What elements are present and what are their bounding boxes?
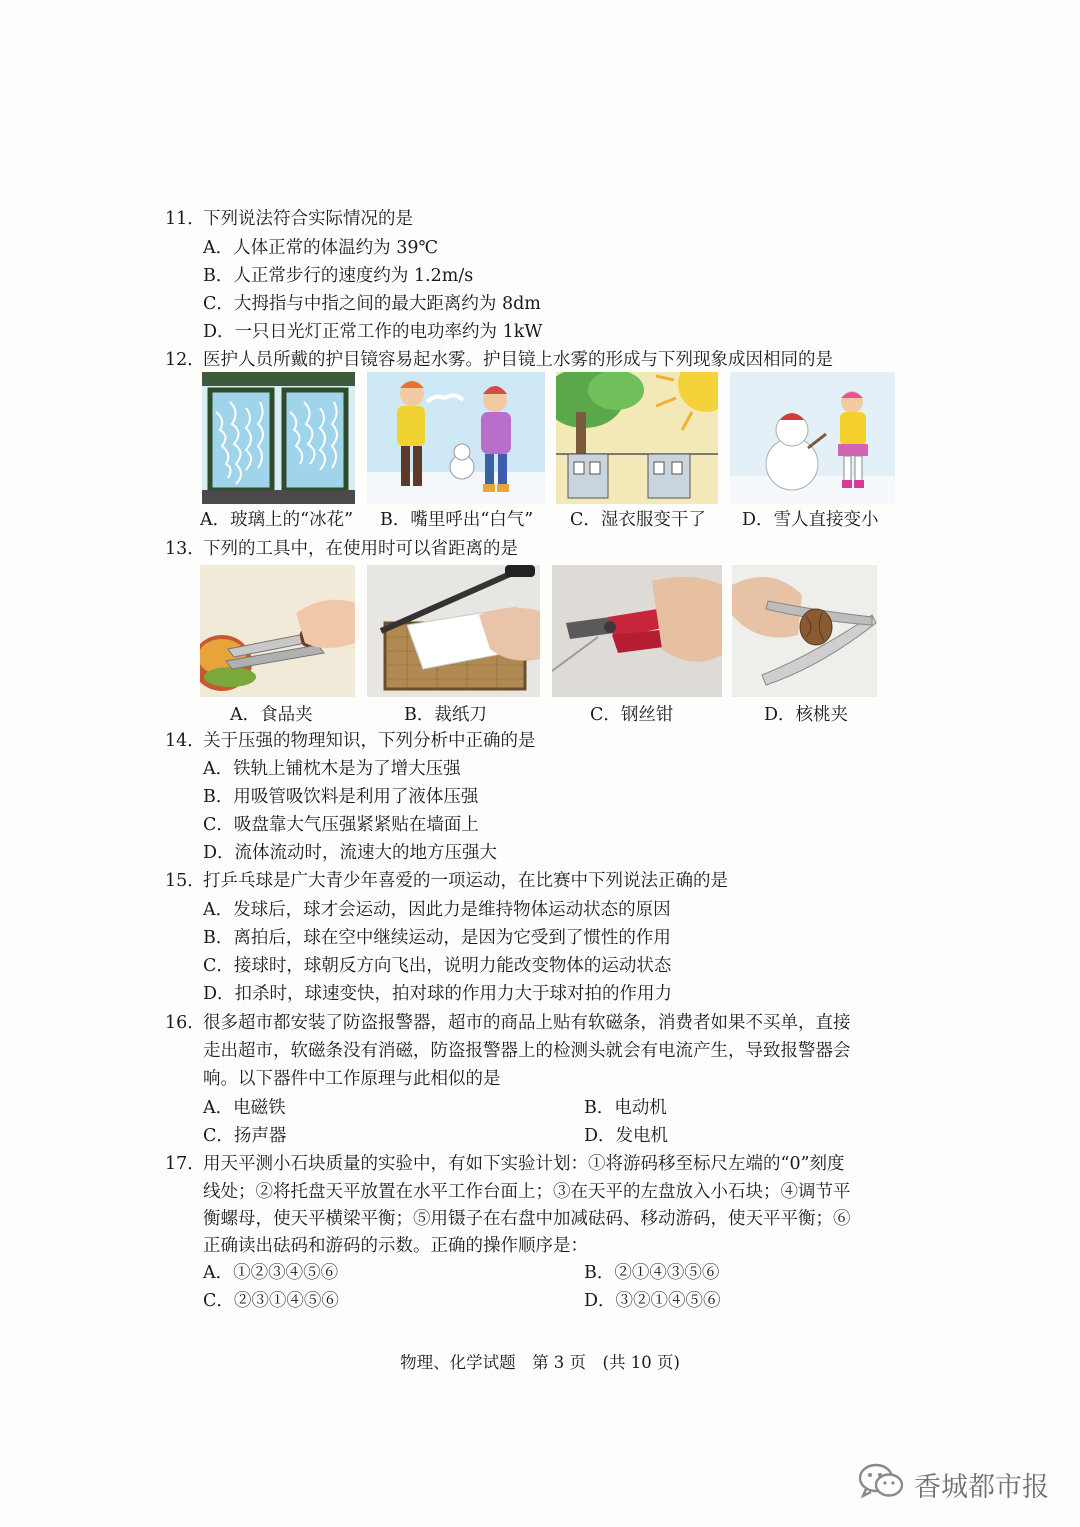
q13-image-wire-pliers bbox=[552, 565, 722, 697]
q12-image-drying-clothes bbox=[556, 372, 718, 504]
q12-number: 12． bbox=[165, 350, 205, 370]
q14-option-a: A．铁轨上铺枕木是为了增大压强 bbox=[203, 759, 461, 779]
q15-stem: 打乒乓球是广大青少年喜爱的一项运动，在比赛中下列说法正确的是 bbox=[203, 871, 728, 891]
q11-option-c: C．大拇指与中指之间的最大距离约为 8dm bbox=[203, 294, 541, 314]
q17-option-a: A．①②③④⑤⑥ bbox=[203, 1263, 339, 1283]
q16-stem-line-2: 走出超市，软磁条没有消磁，防盗报警器上的检测头就会有电流产生，导致报警器会 bbox=[203, 1041, 851, 1061]
q12-caption-a: A．玻璃上的“冰花” bbox=[200, 510, 354, 530]
q17-stem-line-4: 正确读出砝码和游码的示数。正确的操作顺序是： bbox=[203, 1236, 588, 1256]
q15-option-c: C．接球时，球朝反方向飞出，说明力能改变物体的运动状态 bbox=[203, 956, 672, 976]
q15-option-a: A．发球后，球才会运动，因此力是维持物体运动状态的原因 bbox=[203, 900, 671, 920]
q16-option-d: D．发电机 bbox=[584, 1126, 669, 1146]
q17-option-c: C．②③①④⑤⑥ bbox=[203, 1291, 339, 1311]
q15-option-d: D．扣杀时，球速变快，拍对球的作用力大于球对拍的作用力 bbox=[203, 984, 673, 1004]
q17-option-b: B．②①④③⑤⑥ bbox=[584, 1263, 720, 1283]
q15-number: 15． bbox=[165, 871, 205, 891]
q13-caption-c: C．钢丝钳 bbox=[590, 705, 674, 725]
q11-stem: 下列说法符合实际情况的是 bbox=[203, 209, 413, 229]
q16-option-a: A．电磁铁 bbox=[203, 1098, 286, 1118]
q15-option-b: B．离拍后，球在空中继续运动，是因为它受到了惯性的作用 bbox=[203, 928, 671, 948]
q12-caption-d: D．雪人直接变小 bbox=[742, 510, 879, 530]
q12-stem: 医护人员所戴的护目镜容易起水雾。护目镜上水雾的形成与下列现象成因相同的是 bbox=[203, 350, 833, 370]
q16-number: 16． bbox=[165, 1013, 205, 1033]
q12-image-snowman-shrinks bbox=[730, 372, 895, 504]
q14-stem: 关于压强的物理知识，下列分析中正确的是 bbox=[203, 731, 536, 751]
q12-image-breath-white-gas bbox=[367, 372, 545, 504]
page-footer: 物理、化学试题 第 3 页 (共 10 页) bbox=[400, 1353, 680, 1372]
q11-option-b: B．人正常步行的速度约为 1.2m/s bbox=[203, 266, 474, 286]
wechat-icon bbox=[858, 1462, 904, 1507]
q17-stem-line-1: 用天平测小石块质量的实验中，有如下实验计划：①将游码移至标尺左端的“0”刻度 bbox=[203, 1154, 845, 1174]
q14-number: 14． bbox=[165, 731, 205, 751]
q17-stem-line-2: 线处；②将托盘天平放置在水平工作台面上；③在天平的左盘放入小石块；④调节平 bbox=[203, 1182, 851, 1202]
q12-caption-c: C．湿衣服变干了 bbox=[570, 510, 706, 530]
q13-image-food-tongs bbox=[200, 565, 355, 697]
q14-option-c: C．吸盘靠大气压强紧紧贴在墙面上 bbox=[203, 815, 479, 835]
q13-stem: 下列的工具中，在使用时可以省距离的是 bbox=[203, 539, 518, 559]
q13-number: 13． bbox=[165, 539, 205, 559]
q16-stem-line-3: 响。以下器件中工作原理与此相似的是 bbox=[203, 1069, 501, 1089]
q11-number: 11． bbox=[165, 209, 205, 229]
q17-option-d: D．③②①④⑤⑥ bbox=[584, 1291, 721, 1311]
q11-option-a: A．人体正常的体温约为 39℃ bbox=[203, 238, 439, 258]
q12-image-window-ice-flowers bbox=[202, 372, 355, 504]
q17-number: 17． bbox=[165, 1154, 205, 1174]
q13-caption-a: A．食品夹 bbox=[230, 705, 313, 725]
q16-option-c: C．扬声器 bbox=[203, 1126, 287, 1146]
q14-option-d: D．流体流动时，流速大的地方压强大 bbox=[203, 843, 498, 863]
q17-stem-line-3: 衡螺母，使天平横梁平衡；⑤用镊子在右盘中加减砝码、移动游码，使天平平衡；⑥ bbox=[203, 1209, 851, 1229]
q16-option-b: B．电动机 bbox=[584, 1098, 667, 1118]
watermark bbox=[858, 1462, 1049, 1506]
q13-image-walnut-cracker bbox=[732, 565, 877, 697]
q11-option-d: D．一只日光灯正常工作的电功率约为 1kW bbox=[203, 322, 543, 342]
q14-option-b: B．用吸管吸饮料是利用了液体压强 bbox=[203, 787, 479, 807]
q12-caption-b: B．嘴里呼出“白气” bbox=[380, 510, 534, 530]
q13-image-paper-cutter bbox=[367, 565, 540, 697]
q16-stem-line-1: 很多超市都安装了防盗报警器，超市的商品上贴有软磁条，消费者如果不买单，直接 bbox=[203, 1013, 851, 1033]
watermark-text: 香城都市报 bbox=[914, 1471, 1049, 1503]
q13-caption-d: D．核桃夹 bbox=[764, 705, 849, 725]
q13-caption-b: B．裁纸刀 bbox=[404, 705, 487, 725]
